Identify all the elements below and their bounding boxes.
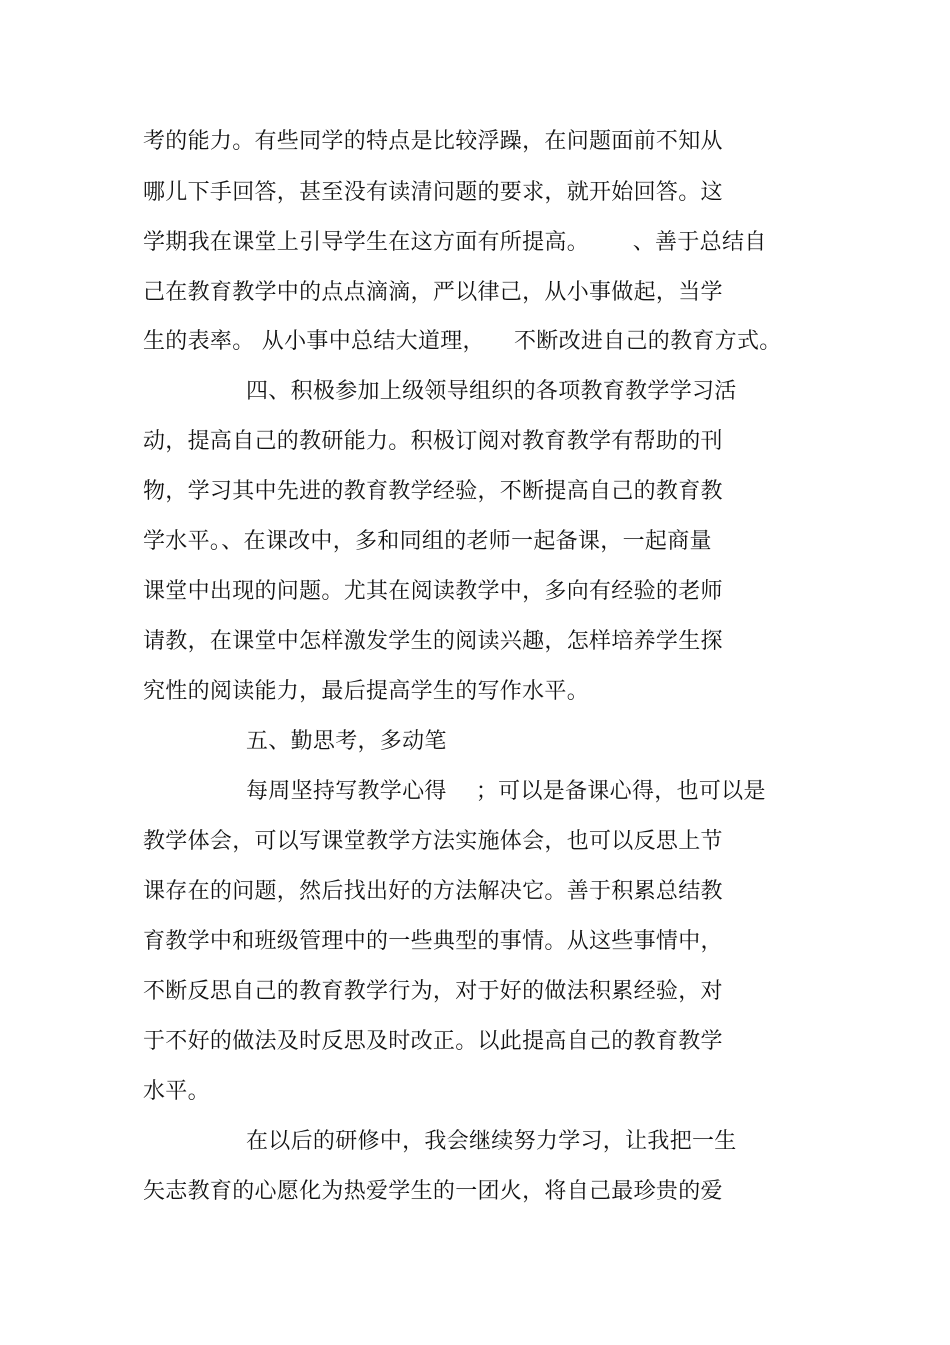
text-line: 课堂中出现的问题。尤其在阅读教学中，多向有经验的老师 [143,579,723,604]
text-line: 动，提高自己的教研能力。积极订阅对教育教学有帮助的刊 [143,429,723,454]
text-line: 在以后的研修中，我会继续努力学习，让我把一生 [246,1129,737,1154]
text-line: 请教，在课堂中怎样激发学生的阅读兴趣，怎样培养学生探 [143,629,723,654]
text-line: 水平。 [143,1079,210,1104]
text-line: 于不好的做法及时反思及时改正。以此提高自己的教育教学 [143,1029,723,1054]
text-line: 课存在的问题，然后找出好的方法解决它。善于积累总结教 [143,879,723,904]
section-heading-5: 五、勤思考，多动笔 [246,729,447,754]
text-line: 生的表率。 从小事中总结大道理， 不断改进自己的教育方式。 [143,329,782,354]
text-line: 己在教育教学中的点点滴滴，严以律己，从小事做起，当学 [143,280,723,305]
text-line: 究性的阅读能力，最后提高学生的写作水平。 [143,679,590,704]
text-line: 学期我在课堂上引导学生在这方面有所提高。 、善于总结自 [143,230,767,255]
text-line: 哪儿下手回答，甚至没有读清问题的要求，就开始回答。这 [143,180,723,205]
text-line: 教学体会，可以写课堂教学方法实施体会，也可以反思上节 [143,829,723,854]
text-line: 不断反思自己的教育教学行为，对于好的做法积累经验，对 [143,979,723,1004]
text-line: 育教学中和班级管理中的一些典型的事情。从这些事情中， [143,929,723,954]
text-line: 考的能力。有些同学的特点是比较浮躁，在问题面前不知从 [143,129,723,154]
text-line: 物，学习其中先进的教育教学经验，不断提高自己的教育教 [143,479,723,504]
text-line: 矢志教育的心愿化为热爱学生的一团火，将自己最珍贵的爱 [143,1179,723,1204]
text-line: 每周坚持写教学心得 ；可以是备课心得，也可以是 [246,779,766,804]
text-line: 学水平。、在课改中，多和同组的老师一起备课，一起商量 [143,529,712,554]
section-heading-4: 四、积极参加上级领导组织的各项教育教学学习活 [246,379,737,404]
